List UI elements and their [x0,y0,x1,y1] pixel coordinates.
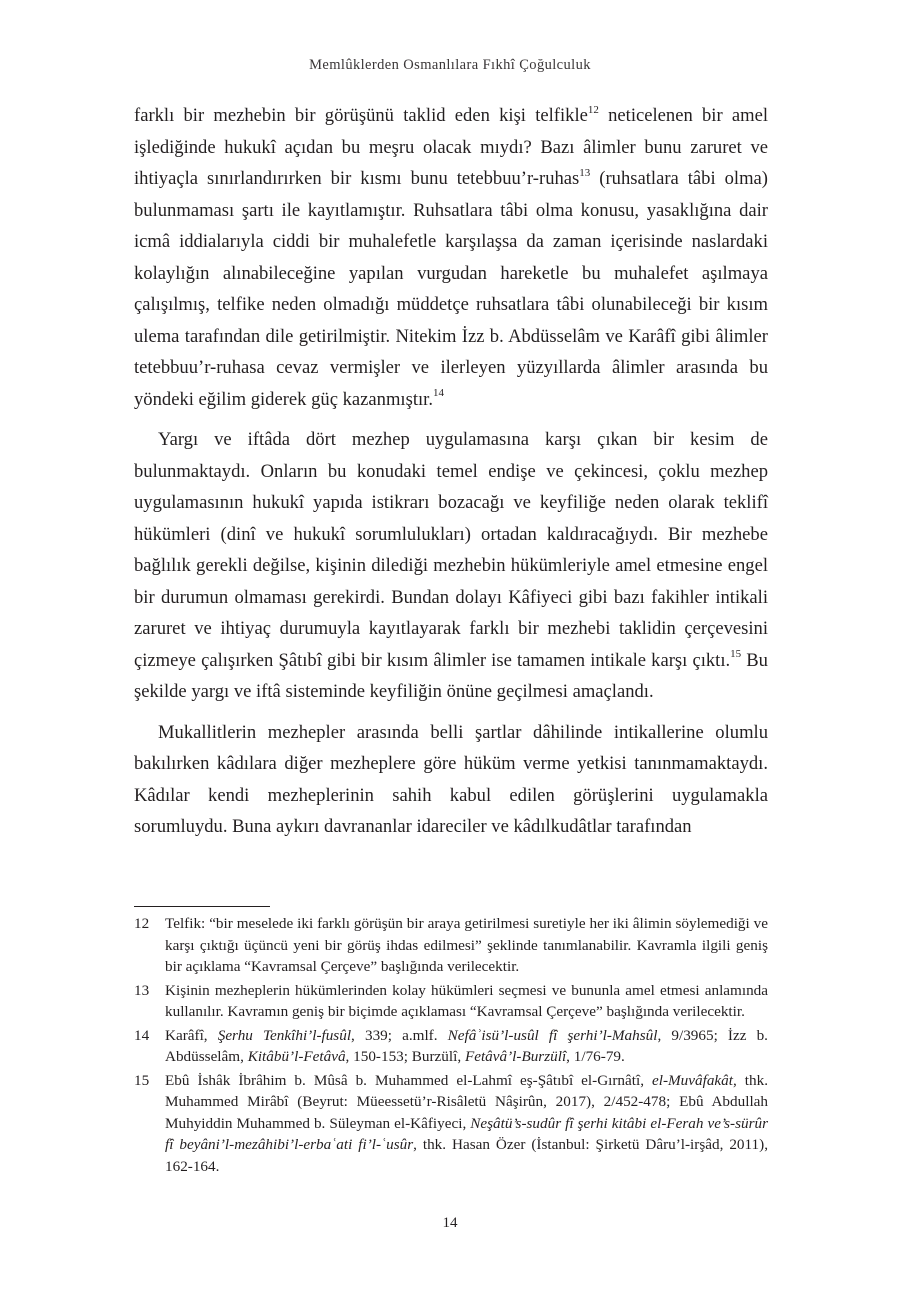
footnote-12 [134,913,768,978]
footnote-text [165,913,768,978]
footnote-ref-12[interactable]: 12 [587,103,599,116]
text-run: Yargı ve iftâda dört mezhep uygulamasına karşı çıkan bir kesim de bulunmaktaydı. Onların bu konudaki temel endişe ve çekincesi, çoklu mezhep uygulamasının hukukî yapıda istikrarı bozacağı ve keyfiliğe neden olarak teklifî hükümleri (dinî ve hukukî sorumlulukları) ortadan kaldıracağıydı. Bir mezhebe bağlılık gerekli değilse, kişinin dilediği mezhebin hükümleriyle amel etmesine engel bir durumun olmaması gerekirdi. Bundan dolayı Kâfiyeci gibi bazı fakihler intikali zaruret ve ihtiyaç durumuyla kayıtlayarak farklı bir mezhebi taklidin çerçevesini çizmeye çalışırken Şâtıbî gibi bir kısım âlimler ise tamamen intikale karşı çıktı. [134,429,768,671]
footnote-14 [134,1025,768,1068]
text-run: (ruhsatlara tâbi olma) bulunmaması şartı ile kayıtlamıştır. Ruhsatlara tâbi olma konusu, yasaklığına dair icmâ iddialarıyla ciddi bir muhalefetle karşılaşsa da zaman içerisinde naslardaki kolaylığın alınabileceğine yapılan vurgudan hareketle bu muhalefet aşılmaya çalışılmış, telfike neden olmadığı müddetçe ruhsatlara tâbi olunabileceği bir kısım ulema tarafından dile getirilmiştir. Nitekim İzz b. Abdüsselâm ve Karâfî gibi âlimler tetebbuu’r-ruhasa cevaz vermişler ve ilerleyen yüzyıllarda âlimler arasında bu yöndeki eğilim giderek güç kazanmıştır. [134,168,768,410]
footnote-separator [134,906,270,907]
body-text [134,100,768,852]
footnote-number: 15 [134,1071,150,1089]
text-run: , 9/3965; İzz b. Abdüsselâm, [165,1026,768,1065]
running-header: Memlûklerden Osmanlılara Fıkhî Çoğulculuk [309,57,591,73]
footnote-text [165,1025,768,1068]
book-title: Neşâtü’s-sudûr fî şerhi kitâbi el-Ferah ve’s-sürûr fî beyâni’l-mezâhibi’l-erbaʿati fi’l-ʿusûr [165,1114,768,1153]
paragraph-2 [134,424,768,708]
footnote-text [165,1070,768,1178]
text-run: farklı bir mezhebin bir görüşünü taklid eden kişi telfikle [134,105,588,126]
footnote-15 [134,1070,768,1178]
text-run: Bu şekilde yargı ve iftâ sisteminde keyfiliğin önüne geçilmesi amaçlandı. [134,649,768,702]
footnote-number: 13 [134,981,150,999]
text-run: , thk. Hasan Özer (İstanbul: Şirketü Dâru’l-irşâd, 2011), 162-164. [165,1136,768,1175]
paragraph-3 [134,717,768,843]
footnote-text [165,980,768,1023]
text-run: , 150-153; Burzülî, [345,1048,465,1065]
book-title: Nefâʾisü’l-usûl fî şerhi’l-Mahsûl [447,1026,658,1044]
footnote-number: 14 [134,1026,150,1044]
book-title: Fetâvâ’l-Burzülî [464,1048,567,1065]
footnote-13 [134,980,768,1023]
text-run: neticelenen bir amel işlediğinde hukukî açıdan bu meşru olacak mıydı? Bazı âlimler bunu zaruret ve ihtiyaçla sınırlandırırken bir kısmı bunu tetebbuu’r-ruhas [134,105,769,189]
text-run: Karâfî, [165,1026,218,1044]
text-run: Telfik: “bir meselede iki farklı görüşün bir araya getirilmesi suretiyle her iki âlimin söylemediği ve karşı çıktığı üçüncü yeni bir görüş ihdas edilmesi” şeklinde tanımlanabilir. Kavramla ilgili geniş bir açıklama “Kavramsal Çerçeve” başlığında verilecektir. [165,915,768,975]
text-run: Mukallitlerin mezhepler arasında belli şartlar dâhilinde intikallerine olumlu bakılırken kâdılara diğer mezheplere göre hüküm verme yetkisi tanınmamaktaydı. Kâdılar kendi mezheplerinin sahih kabul edilen görüşlerini uygulamakla sorumluydu. Buna aykırı davrananlar idareciler ve kâdılkudâtlar tarafından [134,721,768,837]
footnote-ref-14[interactable]: 14 [432,387,444,400]
text-run: , 1/76-79. [566,1048,625,1065]
book-title: Kitâbü’l-Fetâvâ [247,1048,346,1065]
footnote-ref-15[interactable]: 15 [730,648,742,661]
footnotes [134,913,768,1179]
footnote-number: 12 [134,915,150,932]
text-run: , 339; a.mlf. [351,1026,448,1044]
text-run: Ebû İshâk İbrâhim b. Mûsâ b. Muhammed el-Lahmî eş-Şâtıbî el-Gırnâtî, [165,1071,653,1089]
footnote-ref-13[interactable]: 13 [579,166,591,179]
paragraph-1 [134,100,768,415]
book-title: el-Muvâfakât [652,1071,733,1089]
page-number: 14 [442,1215,458,1231]
text-run: Kişinin mezheplerin hükümlerinden kolay hükümleri seçmesi ve bununla amel etmesi anlamında kullanılır. Kavramın geniş bir biçimde açıklaması “Kavramsal Çerçeve” başlığında verilecektir. [165,981,768,1020]
book-title: Şerhu Tenkîhi’l-fusûl [217,1026,352,1044]
text-run: , thk. Muhammed Mirâbî (Beyrut: Müeessetü’r-Risâletü Nâşirûn, 2017), 2/452-478; Ebû Abdullah Muhyiddin Muhammed b. Süleyman el-Kâfiyeci, [165,1071,768,1132]
